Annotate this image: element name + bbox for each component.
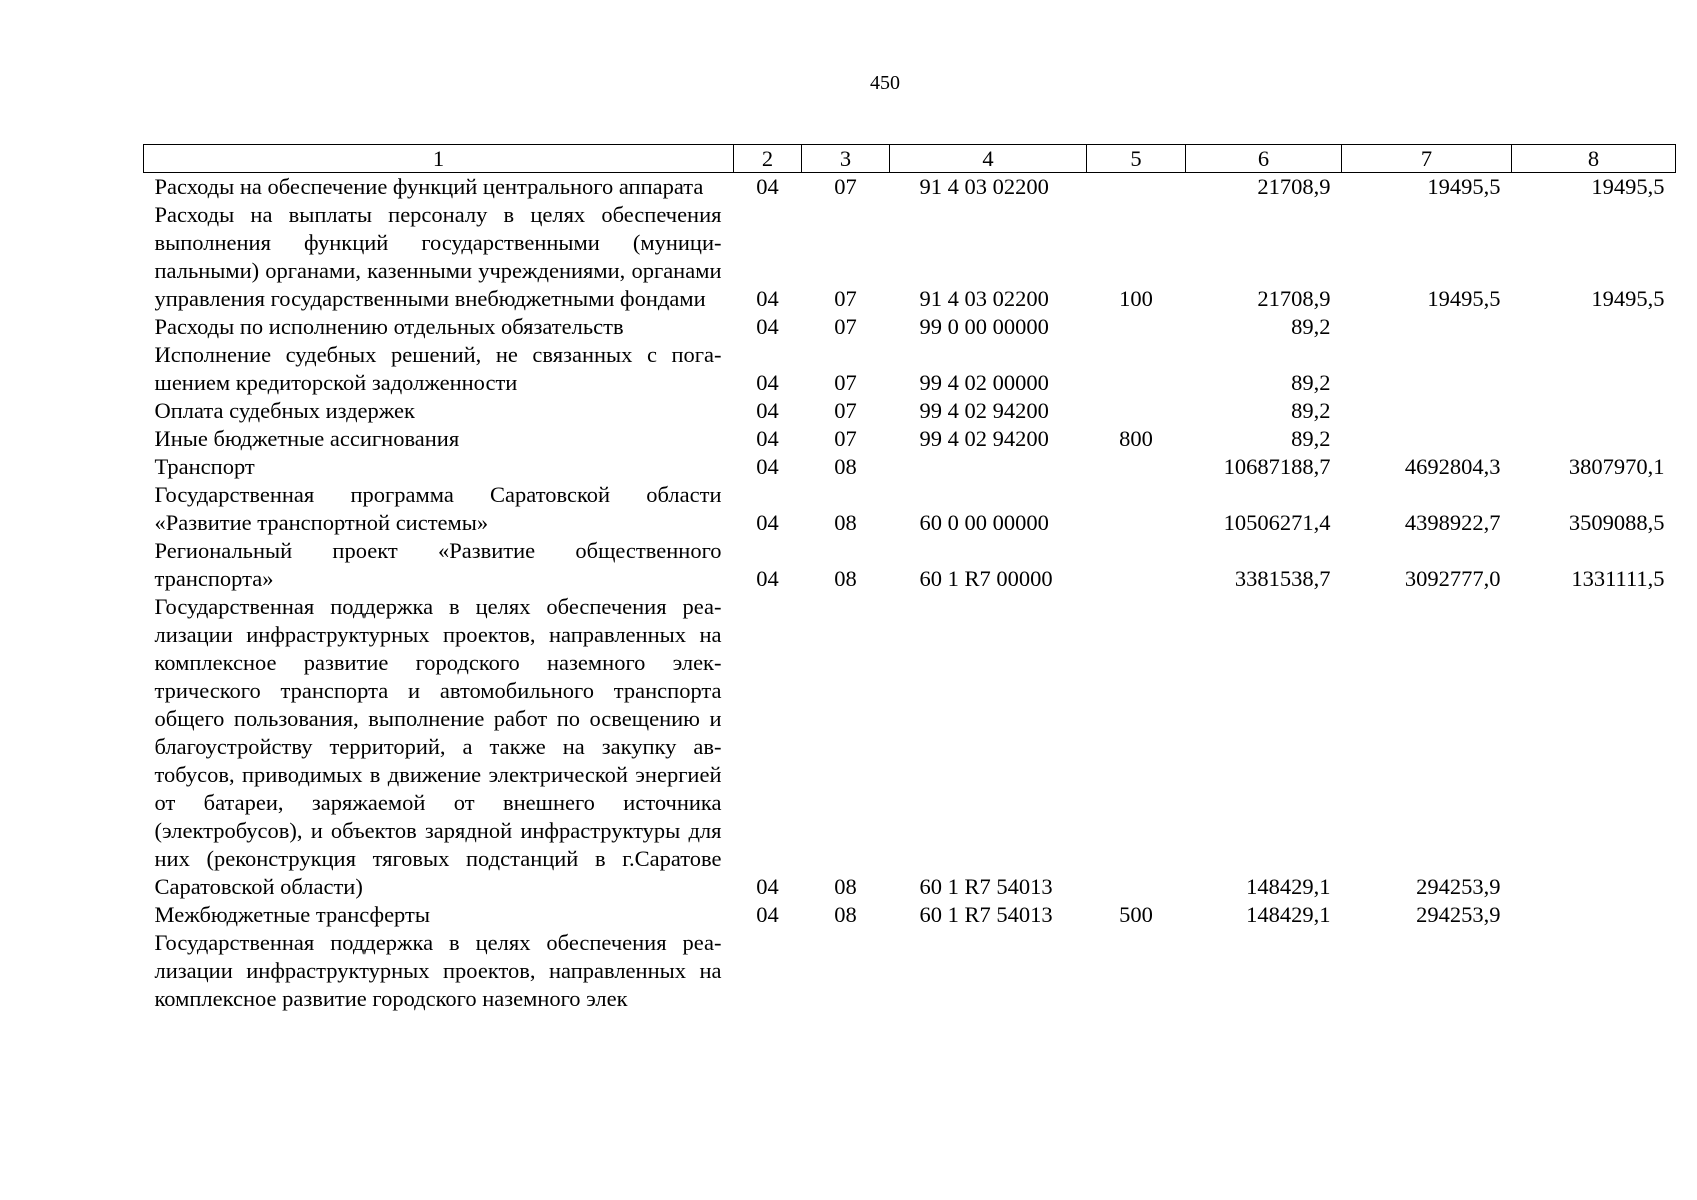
amount-col-7	[1342, 929, 1512, 1013]
expense-type-code	[1087, 453, 1186, 481]
target-article-code: 60 1 R7 00000	[919, 566, 1053, 591]
amount-col-6	[1186, 929, 1342, 1013]
subsection-code	[802, 929, 890, 1013]
item-name: Государственная программа Саратовской области «Развитие транспортной системы»	[154, 482, 722, 535]
target-article-code: 99 4 02 00000	[919, 370, 1049, 395]
item-name: Транспорт	[154, 454, 255, 479]
item-name: Расходы на обеспечение функций центрального аппарата	[154, 174, 704, 199]
target-article-code: 60 1 R7 54013	[919, 874, 1053, 899]
amount-col-8: 1331111,5	[1571, 566, 1665, 591]
column-header-5: 5	[1087, 145, 1186, 173]
expense-type-code: 800	[1119, 426, 1153, 451]
section-code: 04	[756, 398, 779, 423]
subsection-code: 08	[834, 902, 857, 927]
amount-col-6: 89,2	[1291, 398, 1331, 423]
amount-col-7: 294253,9	[1416, 874, 1501, 899]
target-article-code: 99 4 02 94200	[919, 398, 1049, 423]
target-article-code: 99 0 00 00000	[919, 314, 1049, 339]
item-name: Межбюджетные трансферты	[154, 902, 430, 927]
amount-col-7	[1342, 313, 1512, 341]
target-article-code: 91 4 03 02200	[919, 286, 1049, 311]
section-code: 04	[756, 426, 779, 451]
expense-type-code	[1087, 537, 1186, 593]
subsection-code: 08	[834, 454, 857, 479]
amount-col-7	[1342, 397, 1512, 425]
amount-col-7	[1342, 341, 1512, 397]
expense-type-code	[1087, 341, 1186, 397]
amount-col-7: 294253,9	[1416, 902, 1501, 927]
column-header-7: 7	[1342, 145, 1512, 173]
section-code: 04	[756, 902, 779, 927]
amount-col-6: 21708,9	[1257, 174, 1331, 199]
section-code: 04	[756, 314, 779, 339]
amount-col-8	[1512, 341, 1676, 397]
amount-col-8	[1512, 313, 1676, 341]
table-header	[144, 145, 1676, 173]
target-article-code: 60 1 R7 54013	[919, 902, 1053, 927]
subsection-code: 08	[834, 510, 857, 535]
table-row	[144, 425, 1676, 453]
expense-type-code	[1087, 929, 1186, 1013]
amount-col-8: 19495,5	[1591, 286, 1665, 311]
section-code: 04	[756, 370, 779, 395]
subsection-code: 08	[834, 874, 857, 899]
column-header-6: 6	[1186, 145, 1342, 173]
column-header-4: 4	[890, 145, 1087, 173]
table-row	[144, 397, 1676, 425]
table-body	[144, 173, 1676, 1014]
amount-col-7: 19495,5	[1427, 286, 1501, 311]
amount-col-7: 3092777,0	[1404, 566, 1501, 591]
table-row	[144, 929, 1676, 1013]
column-header-2: 2	[734, 145, 802, 173]
amount-col-6: 10687188,7	[1223, 454, 1331, 479]
section-code	[734, 929, 802, 1013]
subsection-code: 07	[834, 286, 857, 311]
amount-col-7	[1342, 425, 1512, 453]
item-name: Государственная поддержка в целях обеспечения реализации инфраструктурных проектов, направленных на комплексное развитие городского наземного элек	[154, 930, 722, 1011]
item-name: Расходы по исполнению отдельных обязательств	[154, 314, 624, 339]
expense-type-code: 100	[1119, 286, 1153, 311]
subsection-code: 08	[834, 566, 857, 591]
subsection-code: 07	[834, 174, 857, 199]
expense-type-code	[1087, 593, 1186, 901]
expense-type-code	[1087, 313, 1186, 341]
item-name: Иные бюджетные ассигнования	[154, 426, 460, 451]
target-article-code: 60 0 00 00000	[919, 510, 1049, 535]
amount-col-6: 89,2	[1291, 426, 1331, 451]
expense-type-code	[1087, 397, 1186, 425]
item-name: Расходы на выплаты персоналу в целях обеспечения выполнения функций государственными (муниципальными) органами, казенными учреждениями, органами управления государственными внебюджетными фондами	[154, 202, 722, 311]
section-code: 04	[756, 174, 779, 199]
target-article-code: 91 4 03 02200	[919, 174, 1049, 199]
expense-type-code	[1087, 481, 1186, 537]
amount-col-8	[1512, 397, 1676, 425]
table-row	[144, 593, 1676, 901]
amount-col-6: 148429,1	[1246, 902, 1331, 927]
section-code: 04	[756, 454, 779, 479]
item-name: Государственная поддержка в целях обеспечения реализации инфраструктурных проектов, направленных на комплексное развитие городского наземного электрического транспорта и автомобильного транспорта общего пользования, выполнение работ по освещению и благоустройству территорий, а также на закупку автобусов, приводимых в движение электрической энергией от батареи, заряжаемой от внешнего источника (электробусов), и объектов зарядной инфраструктуры для них (реконструкция тяговых подстанций в г.Саратове Саратовской области)	[154, 594, 722, 899]
item-name: Оплата судебных издержек	[154, 398, 415, 423]
table-row	[144, 173, 1676, 202]
amount-col-8	[1512, 593, 1676, 901]
amount-col-8	[1512, 425, 1676, 453]
amount-col-7: 19495,5	[1427, 174, 1501, 199]
table-row	[144, 313, 1676, 341]
table-row	[144, 201, 1676, 313]
table-row	[144, 481, 1676, 537]
amount-col-6: 10506271,4	[1223, 510, 1331, 535]
subsection-code: 07	[834, 370, 857, 395]
column-header-3: 3	[802, 145, 890, 173]
subsection-code: 07	[834, 398, 857, 423]
amount-col-7: 4398922,7	[1404, 510, 1501, 535]
section-code: 04	[756, 874, 779, 899]
expense-type-code	[1087, 173, 1186, 202]
column-header-8: 8	[1512, 145, 1676, 173]
table-row	[144, 537, 1676, 593]
table-row	[144, 901, 1676, 929]
item-name: Региональный проект «Развитие общественного транспорта»	[154, 538, 722, 591]
section-code: 04	[756, 510, 779, 535]
page-number: 450	[870, 72, 900, 94]
subsection-code: 07	[834, 426, 857, 451]
expense-type-code: 500	[1119, 902, 1153, 927]
item-name: Исполнение судебных решений, не связанных с погашением кредиторской задолженности	[154, 342, 722, 395]
amount-col-6: 21708,9	[1257, 286, 1331, 311]
amount-col-6: 148429,1	[1246, 874, 1331, 899]
amount-col-8: 3807970,1	[1568, 454, 1665, 479]
column-header-1: 1	[144, 145, 734, 173]
amount-col-8: 3509088,5	[1568, 510, 1665, 535]
section-code: 04	[756, 566, 779, 591]
amount-col-8	[1512, 929, 1676, 1013]
amount-col-7: 4692804,3	[1404, 454, 1501, 479]
target-article-code	[890, 453, 1087, 481]
target-article-code	[890, 929, 1087, 1013]
amount-col-8	[1512, 901, 1676, 929]
amount-col-6: 89,2	[1291, 314, 1331, 339]
budget-table	[143, 144, 1676, 1013]
table-row	[144, 453, 1676, 481]
amount-col-8: 19495,5	[1591, 174, 1665, 199]
subsection-code: 07	[834, 314, 857, 339]
section-code: 04	[756, 286, 779, 311]
table-row	[144, 341, 1676, 397]
amount-col-6: 89,2	[1291, 370, 1331, 395]
target-article-code: 99 4 02 94200	[919, 426, 1049, 451]
header-row	[144, 145, 1676, 173]
amount-col-6: 3381538,7	[1234, 566, 1331, 591]
